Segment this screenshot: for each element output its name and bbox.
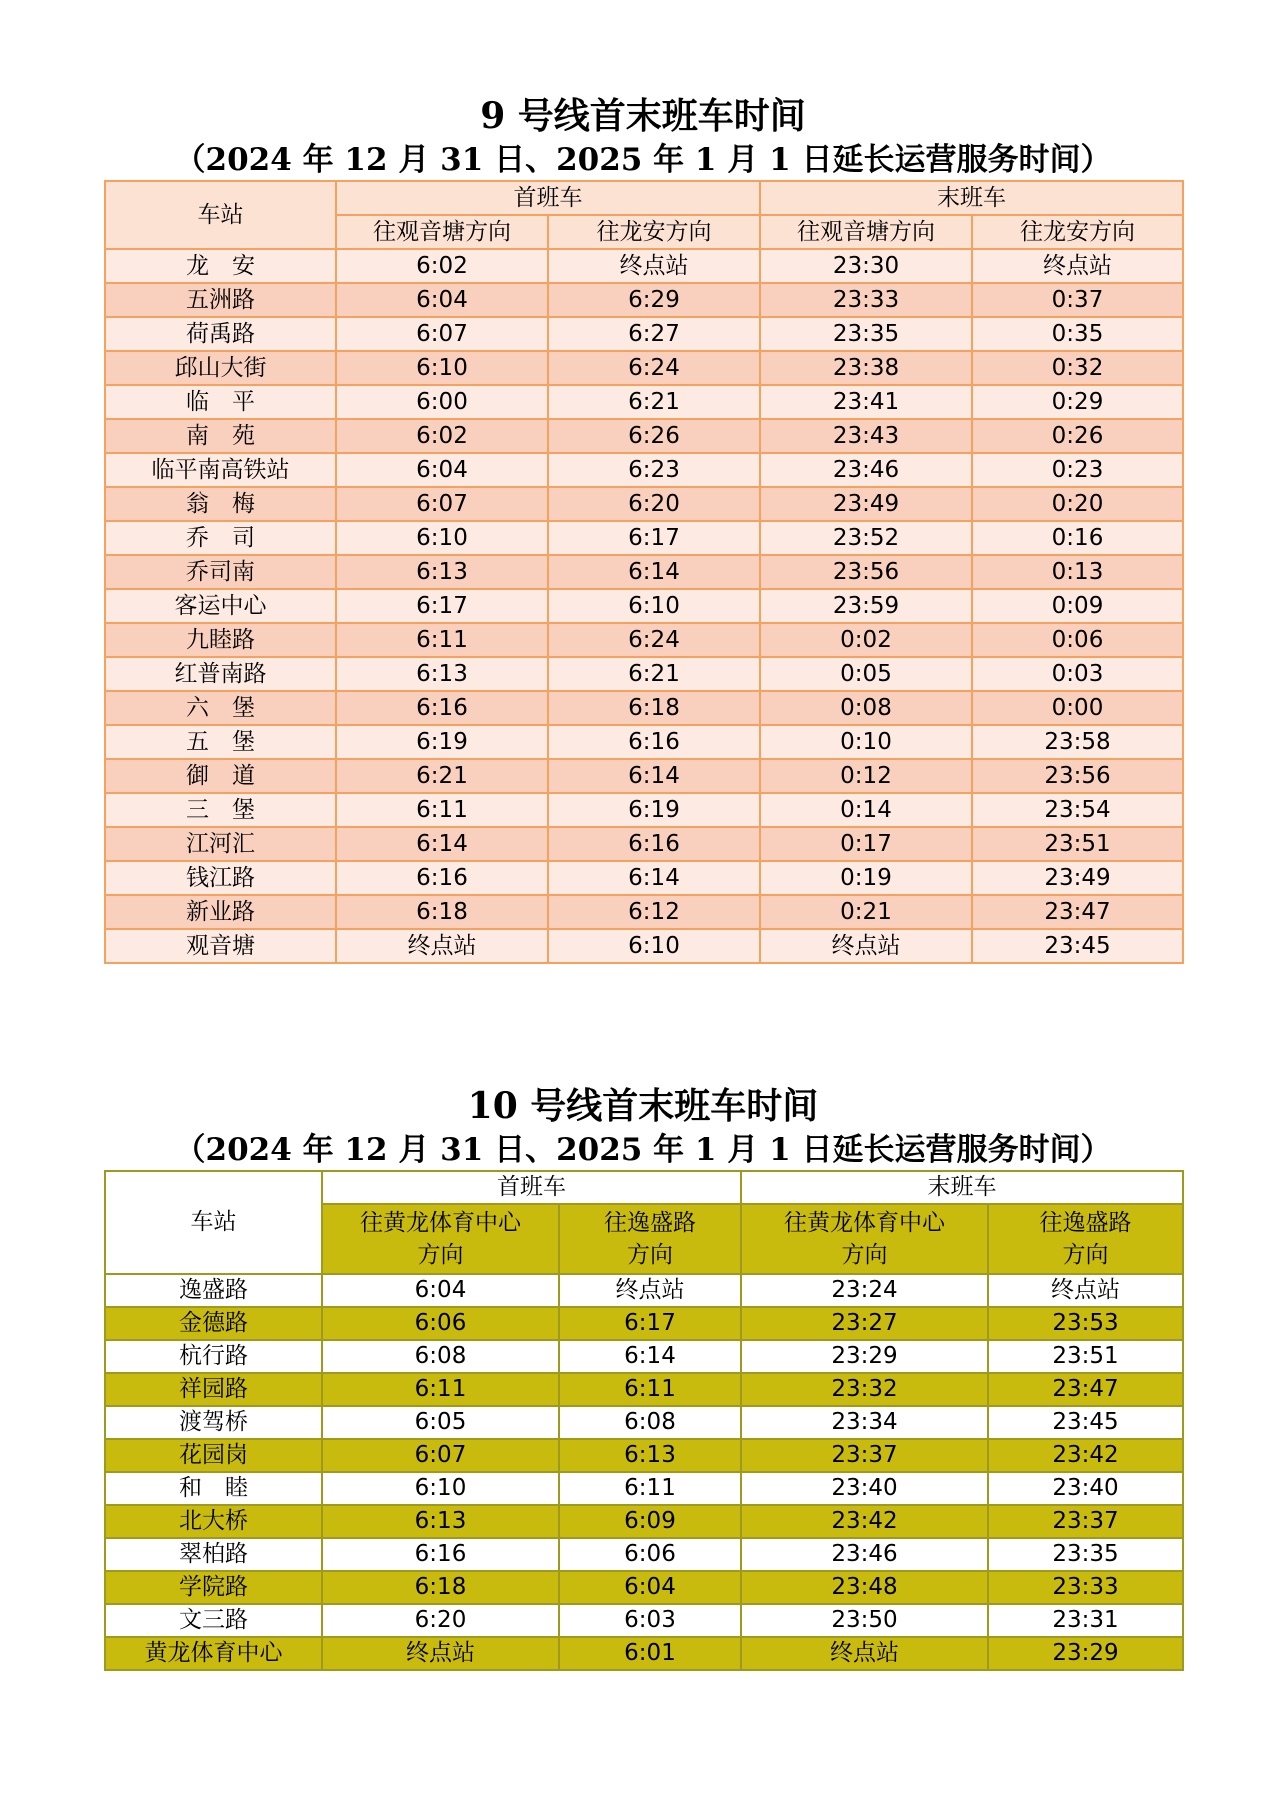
first-dir-b-cell: 6:16 — [548, 725, 760, 759]
first-dir-b-cell: 终点站 — [559, 1274, 741, 1307]
station-cell: 观音塘 — [105, 929, 336, 963]
first-dir-a-cell: 6:13 — [322, 1505, 559, 1538]
table-row — [105, 351, 1183, 385]
last-dir-b-cell: 23:45 — [988, 1406, 1183, 1439]
table-row — [105, 657, 1183, 691]
first-dir-b-cell: 6:03 — [559, 1604, 741, 1637]
station-cell: 乔 司 — [105, 521, 336, 555]
line10-timetable — [104, 1170, 1184, 1671]
last-dir-a-cell: 23:46 — [741, 1538, 988, 1571]
first-dir-b-cell: 6:12 — [548, 895, 760, 929]
last-train-header: 末班车 — [741, 1171, 1183, 1204]
first-dir-b-cell: 6:11 — [559, 1373, 741, 1406]
last-dir-a-cell: 23:35 — [760, 317, 972, 351]
last-dir-a-cell: 23:50 — [741, 1604, 988, 1637]
last-dir-b-cell: 0:16 — [972, 521, 1183, 555]
line9-title: 9 号线首末班车时间 — [480, 95, 806, 137]
first-dir-b-header: 往龙安方向 — [548, 215, 760, 249]
last-dir-b-cell: 23:53 — [988, 1307, 1183, 1340]
last-dir-b-cell: 23:45 — [972, 929, 1183, 963]
first-dir-a-cell: 终点站 — [322, 1637, 559, 1670]
first-dir-a-cell: 6:10 — [336, 521, 548, 555]
last-dir-b-cell: 0:00 — [972, 691, 1183, 725]
station-cell: 祥园路 — [105, 1373, 322, 1406]
last-dir-b-header: 往龙安方向 — [972, 215, 1183, 249]
first-dir-b-cell: 6:06 — [559, 1538, 741, 1571]
first-dir-b-cell: 6:20 — [548, 487, 760, 521]
table-row — [105, 1538, 1183, 1571]
table-row — [105, 419, 1183, 453]
first-dir-a-cell: 6:11 — [322, 1373, 559, 1406]
last-dir-a-cell: 0:14 — [760, 793, 972, 827]
first-dir-a-cell: 6:06 — [322, 1307, 559, 1340]
last-dir-a-cell: 23:38 — [760, 351, 972, 385]
table-row — [105, 895, 1183, 929]
table-row — [105, 725, 1183, 759]
station-cell: 新业路 — [105, 895, 336, 929]
last-dir-a-cell: 23:24 — [741, 1274, 988, 1307]
station-cell: 邱山大街 — [105, 351, 336, 385]
first-dir-b-cell: 6:17 — [559, 1307, 741, 1340]
last-dir-a-header: 往观音塘方向 — [760, 215, 972, 249]
first-dir-a-cell: 6:13 — [336, 657, 548, 691]
first-dir-a-cell: 6:21 — [336, 759, 548, 793]
table-row — [105, 1472, 1183, 1505]
first-dir-b-cell: 6:21 — [548, 657, 760, 691]
last-dir-b-cell: 0:13 — [972, 555, 1183, 589]
first-train-header: 首班车 — [322, 1171, 741, 1204]
last-dir-b-cell: 23:47 — [988, 1373, 1183, 1406]
last-dir-a-cell: 23:37 — [741, 1439, 988, 1472]
last-dir-a-cell: 23:59 — [760, 589, 972, 623]
first-dir-a-cell: 6:02 — [336, 249, 548, 283]
first-dir-a-cell: 6:04 — [336, 453, 548, 487]
last-dir-a-cell: 23:30 — [760, 249, 972, 283]
last-dir-a-cell: 0:05 — [760, 657, 972, 691]
table-row — [105, 793, 1183, 827]
last-dir-b-cell: 终点站 — [972, 249, 1183, 283]
first-dir-b-cell: 6:14 — [559, 1340, 741, 1373]
last-dir-b-cell: 0:03 — [972, 657, 1183, 691]
last-train-header: 末班车 — [760, 181, 1183, 215]
table-row — [105, 1439, 1183, 1472]
first-dir-a-cell: 6:04 — [336, 283, 548, 317]
last-dir-b-cell: 23:40 — [988, 1472, 1183, 1505]
last-dir-b-cell: 23:42 — [988, 1439, 1183, 1472]
last-dir-a-cell: 23:27 — [741, 1307, 988, 1340]
table-row — [105, 249, 1183, 283]
station-cell: 荷禹路 — [105, 317, 336, 351]
station-cell: 临 平 — [105, 385, 336, 419]
station-cell: 九睦路 — [105, 623, 336, 657]
last-dir-b-cell: 23:33 — [988, 1571, 1183, 1604]
last-dir-a-cell: 23:42 — [741, 1505, 988, 1538]
last-dir-b-cell: 0:23 — [972, 453, 1183, 487]
last-dir-b-cell: 23:51 — [988, 1340, 1183, 1373]
first-dir-a-cell: 6:17 — [336, 589, 548, 623]
last-dir-b-cell: 0:09 — [972, 589, 1183, 623]
first-dir-b-cell: 6:24 — [548, 623, 760, 657]
first-dir-b-cell: 6:13 — [559, 1439, 741, 1472]
first-dir-a-cell: 6:07 — [336, 317, 548, 351]
first-dir-a-header: 往观音塘方向 — [336, 215, 548, 249]
first-dir-a-cell: 6:16 — [336, 691, 548, 725]
first-dir-a-cell: 6:11 — [336, 623, 548, 657]
last-dir-b-cell: 0:06 — [972, 623, 1183, 657]
station-cell: 五 堡 — [105, 725, 336, 759]
last-dir-a-cell: 0:17 — [760, 827, 972, 861]
station-cell: 临平南高铁站 — [105, 453, 336, 487]
first-dir-a-cell: 6:16 — [322, 1538, 559, 1571]
station-cell: 三 堡 — [105, 793, 336, 827]
station-cell: 五洲路 — [105, 283, 336, 317]
first-dir-b-cell: 6:01 — [559, 1637, 741, 1670]
last-dir-b-cell: 23:49 — [972, 861, 1183, 895]
table-row — [105, 385, 1183, 419]
line10-title: 10 号线首末班车时间 — [467, 1085, 819, 1127]
station-cell: 学院路 — [105, 1571, 322, 1604]
station-cell: 逸盛路 — [105, 1274, 322, 1307]
station-cell: 花园岗 — [105, 1439, 322, 1472]
last-dir-a-cell: 23:29 — [741, 1340, 988, 1373]
last-dir-b-cell: 23:29 — [988, 1637, 1183, 1670]
first-dir-b-cell: 6:11 — [559, 1472, 741, 1505]
line10-subtitle: （2024 年 12 月 31 日、2025 年 1 月 1 日延长运营服务时间） — [174, 1132, 1112, 1168]
first-dir-b-cell: 6:09 — [559, 1505, 741, 1538]
last-dir-a-cell: 23:43 — [760, 419, 972, 453]
table-row — [105, 1373, 1183, 1406]
last-dir-b-cell: 23:37 — [988, 1505, 1183, 1538]
table-row — [105, 1274, 1183, 1307]
last-dir-b-cell: 23:47 — [972, 895, 1183, 929]
last-dir-b-cell: 0:20 — [972, 487, 1183, 521]
first-dir-a-cell: 6:00 — [336, 385, 548, 419]
last-dir-a-cell: 23:49 — [760, 487, 972, 521]
station-header: 车站 — [105, 1171, 322, 1274]
line10-rows — [105, 1274, 1183, 1670]
first-dir-a-cell: 6:18 — [336, 895, 548, 929]
first-dir-a-cell: 6:10 — [336, 351, 548, 385]
first-dir-b-cell: 6:17 — [548, 521, 760, 555]
last-dir-b-cell: 0:35 — [972, 317, 1183, 351]
first-dir-a-cell: 6:07 — [336, 487, 548, 521]
last-dir-a-cell: 23:41 — [760, 385, 972, 419]
last-dir-a-cell: 0:12 — [760, 759, 972, 793]
table-row — [105, 1505, 1183, 1538]
table-row — [105, 317, 1183, 351]
table-row — [105, 1406, 1183, 1439]
first-dir-b-cell: 6:08 — [559, 1406, 741, 1439]
first-dir-a-cell: 6:04 — [322, 1274, 559, 1307]
table-row — [105, 589, 1183, 623]
first-dir-a-cell: 终点站 — [336, 929, 548, 963]
first-dir-a-cell: 6:19 — [336, 725, 548, 759]
first-dir-b-cell: 6:26 — [548, 419, 760, 453]
last-dir-a-cell: 23:56 — [760, 555, 972, 589]
last-dir-a-cell: 0:08 — [760, 691, 972, 725]
first-dir-a-cell: 6:10 — [322, 1472, 559, 1505]
station-cell: 御 道 — [105, 759, 336, 793]
station-cell: 黄龙体育中心 — [105, 1637, 322, 1670]
last-dir-b-header: 往逸盛路 方向 — [988, 1204, 1183, 1274]
table-row — [105, 861, 1183, 895]
last-dir-b-cell: 0:37 — [972, 283, 1183, 317]
last-dir-a-cell: 23:52 — [760, 521, 972, 555]
first-dir-a-cell: 6:18 — [322, 1571, 559, 1604]
first-dir-b-cell: 6:18 — [548, 691, 760, 725]
first-dir-a-cell: 6:13 — [336, 555, 548, 589]
first-dir-b-cell: 6:27 — [548, 317, 760, 351]
table-row — [105, 1307, 1183, 1340]
table-row — [105, 283, 1183, 317]
last-dir-a-cell: 23:48 — [741, 1571, 988, 1604]
station-cell: 金德路 — [105, 1307, 322, 1340]
first-dir-b-cell: 6:21 — [548, 385, 760, 419]
first-dir-b-cell: 终点站 — [548, 249, 760, 283]
last-dir-a-cell: 23:40 — [741, 1472, 988, 1505]
table-row — [105, 1340, 1183, 1373]
last-dir-a-cell: 23:33 — [760, 283, 972, 317]
station-cell: 杭行路 — [105, 1340, 322, 1373]
first-dir-a-cell: 6:02 — [336, 419, 548, 453]
last-dir-b-cell: 23:58 — [972, 725, 1183, 759]
table-row — [105, 1604, 1183, 1637]
last-dir-a-cell: 0:02 — [760, 623, 972, 657]
last-dir-a-cell: 0:21 — [760, 895, 972, 929]
station-cell: 翁 梅 — [105, 487, 336, 521]
first-dir-b-cell: 6:14 — [548, 555, 760, 589]
table-row — [105, 623, 1183, 657]
line10-section — [104, 1082, 1182, 1671]
last-dir-a-cell: 23:34 — [741, 1406, 988, 1439]
first-dir-b-cell: 6:14 — [548, 759, 760, 793]
line9-timetable — [104, 180, 1184, 964]
line9-section — [104, 92, 1182, 964]
last-dir-a-cell: 23:32 — [741, 1373, 988, 1406]
last-dir-b-cell: 23:51 — [972, 827, 1183, 861]
last-dir-b-cell: 0:26 — [972, 419, 1183, 453]
last-dir-a-header: 往黄龙体育中心 方向 — [741, 1204, 988, 1274]
first-dir-a-cell: 6:08 — [322, 1340, 559, 1373]
station-cell: 南 苑 — [105, 419, 336, 453]
first-dir-a-cell: 6:11 — [336, 793, 548, 827]
station-cell: 翠柏路 — [105, 1538, 322, 1571]
station-header: 车站 — [105, 181, 336, 249]
last-dir-b-cell: 23:54 — [972, 793, 1183, 827]
station-cell: 六 堡 — [105, 691, 336, 725]
line9-subtitle: （2024 年 12 月 31 日、2025 年 1 月 1 日延长运营服务时间） — [174, 142, 1112, 178]
table-row — [105, 1637, 1183, 1670]
first-dir-a-cell: 6:05 — [322, 1406, 559, 1439]
line9-rows — [105, 249, 1183, 963]
table-row — [105, 453, 1183, 487]
table-row — [105, 827, 1183, 861]
table-row — [105, 487, 1183, 521]
first-dir-b-cell: 6:10 — [548, 929, 760, 963]
last-dir-b-cell: 23:31 — [988, 1604, 1183, 1637]
station-cell: 北大桥 — [105, 1505, 322, 1538]
last-dir-b-cell: 终点站 — [988, 1274, 1183, 1307]
last-dir-b-cell: 0:29 — [972, 385, 1183, 419]
last-dir-a-cell: 终点站 — [741, 1637, 988, 1670]
last-dir-b-cell: 23:35 — [988, 1538, 1183, 1571]
first-dir-a-cell: 6:16 — [336, 861, 548, 895]
last-dir-a-cell: 23:46 — [760, 453, 972, 487]
station-cell: 红普南路 — [105, 657, 336, 691]
table-row — [105, 759, 1183, 793]
first-dir-b-cell: 6:29 — [548, 283, 760, 317]
first-dir-b-cell: 6:04 — [559, 1571, 741, 1604]
first-dir-a-header: 往黄龙体育中心 方向 — [322, 1204, 559, 1274]
first-dir-b-cell: 6:14 — [548, 861, 760, 895]
first-dir-b-cell: 6:19 — [548, 793, 760, 827]
station-cell: 渡驾桥 — [105, 1406, 322, 1439]
table-row — [105, 691, 1183, 725]
last-dir-b-cell: 23:56 — [972, 759, 1183, 793]
station-cell: 江河汇 — [105, 827, 336, 861]
first-dir-a-cell: 6:14 — [336, 827, 548, 861]
station-cell: 客运中心 — [105, 589, 336, 623]
table-row — [105, 555, 1183, 589]
station-cell: 龙 安 — [105, 249, 336, 283]
table-row — [105, 521, 1183, 555]
first-dir-b-cell: 6:16 — [548, 827, 760, 861]
first-dir-b-cell: 6:23 — [548, 453, 760, 487]
last-dir-a-cell: 终点站 — [760, 929, 972, 963]
first-train-header: 首班车 — [336, 181, 760, 215]
station-cell: 钱江路 — [105, 861, 336, 895]
table-row — [105, 1571, 1183, 1604]
table-row — [105, 929, 1183, 963]
first-dir-a-cell: 6:20 — [322, 1604, 559, 1637]
last-dir-b-cell: 0:32 — [972, 351, 1183, 385]
station-cell: 文三路 — [105, 1604, 322, 1637]
station-cell: 和 睦 — [105, 1472, 322, 1505]
last-dir-a-cell: 0:10 — [760, 725, 972, 759]
first-dir-b-cell: 6:24 — [548, 351, 760, 385]
station-cell: 乔司南 — [105, 555, 336, 589]
last-dir-a-cell: 0:19 — [760, 861, 972, 895]
first-dir-b-header: 往逸盛路 方向 — [559, 1204, 741, 1274]
first-dir-a-cell: 6:07 — [322, 1439, 559, 1472]
first-dir-b-cell: 6:10 — [548, 589, 760, 623]
